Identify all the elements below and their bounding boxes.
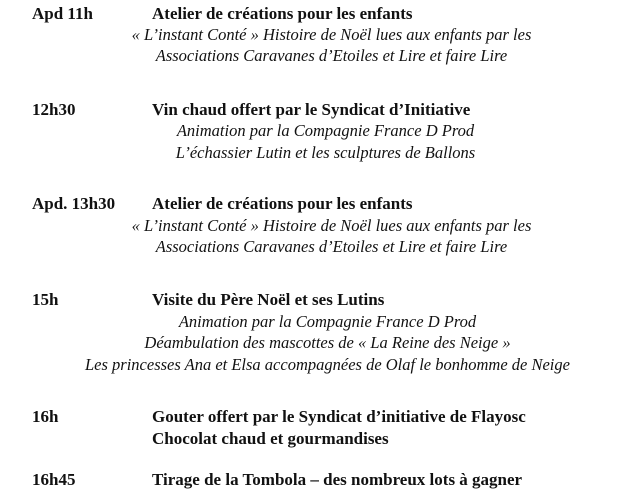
entry-title: Gouter offert par le Syndicat d’initiative de Flayosc [152,407,526,426]
entry-detail-line: L’échassier Lutin et les sculptures de Ballons [175,143,476,162]
entry-time: 15h [32,290,59,309]
entry-time: Apd. 13h30 [32,194,116,213]
entry-title: Visite du Père Noël et ses Lutins [152,290,385,309]
entry-time: Apd 11h [32,4,93,23]
entry-detail-line: Déambulation des mascottes de « La Reine des Neige » [144,333,511,352]
entry-time: 16h [32,407,59,426]
entry-detail-line: Associations Caravanes d’Etoiles et Lire et faire Lire [155,237,508,256]
entry-detail-line: Animation par la Compagnie France D Prod [176,121,475,140]
entry-title: Atelier de créations pour les enfants [152,194,413,213]
entry-detail-line: Associations Caravanes d’Etoiles et Lire et faire Lire [155,46,508,65]
entry-detail-line: Les princesses Ana et Elsa accompagnées de Olaf le bonhomme de Neige [85,355,570,374]
entry-detail-line: « L’instant Conté » Histoire de Noël lues aux enfants par les [131,25,532,44]
entry-detail-line: « L’instant Conté » Histoire de Noël lues aux enfants par les [131,216,532,235]
entry-title: Vin chaud offert par le Syndicat d’Initiative [152,100,471,119]
entry-time: 12h30 [32,100,76,119]
entry-title: Tirage de la Tombola – des nombreux lots à gagner [152,470,523,489]
entry-detail-line: Chocolat chaud et gourmandises [152,429,389,448]
entry-title: Atelier de créations pour les enfants [152,4,413,23]
entry-detail-line: Animation par la Compagnie France D Prod [178,312,477,331]
entry-time: 16h45 [32,470,76,489]
